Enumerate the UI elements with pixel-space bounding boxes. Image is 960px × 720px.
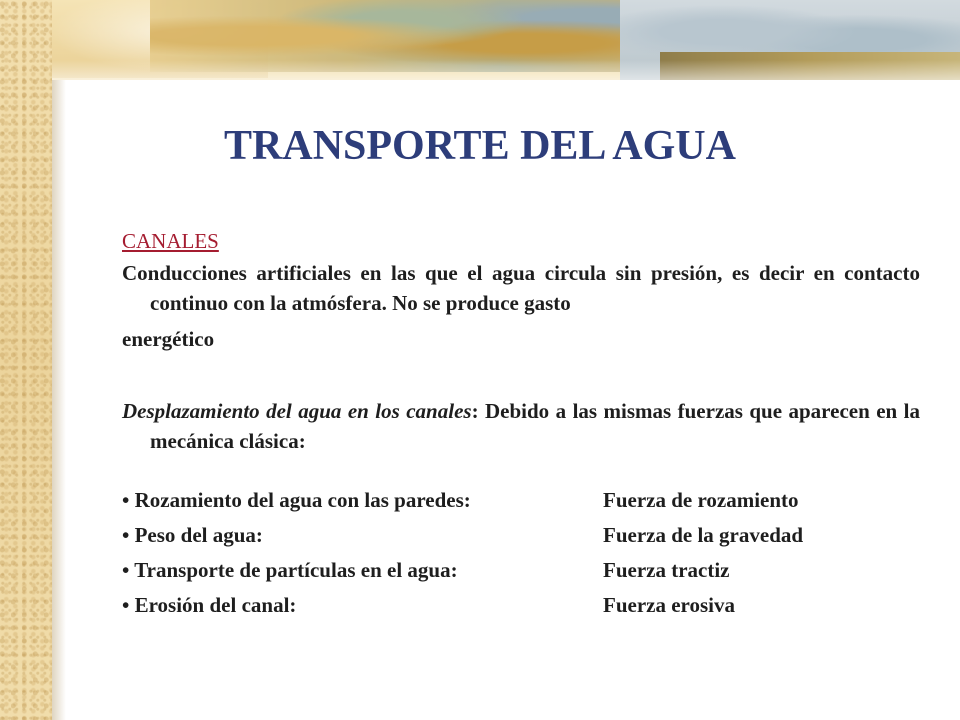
forces-intro-paragraph bbox=[122, 396, 920, 456]
list-item bbox=[122, 482, 920, 517]
force-name: Fuerza erosiva bbox=[603, 592, 735, 617]
section-heading-canales: CANALES bbox=[122, 229, 219, 253]
force-cause: • Rozamiento del agua con las paredes: bbox=[122, 487, 471, 512]
forces-intro-text: : Debido a las mismas fuerzas que aparecen en la mecánica clásica: bbox=[150, 399, 920, 453]
slide-content bbox=[122, 226, 920, 622]
list-item bbox=[122, 552, 920, 587]
force-cause: • Transporte de partículas en el agua: bbox=[122, 557, 458, 582]
force-name: Fuerza de la gravedad bbox=[603, 522, 804, 547]
left-textured-strip bbox=[0, 0, 52, 720]
list-item bbox=[122, 517, 920, 552]
forces-intro-italic: Desplazamiento del agua en los canales bbox=[122, 399, 472, 423]
force-cause: • Peso del agua: bbox=[122, 522, 263, 547]
forces-list bbox=[122, 482, 920, 622]
definition-text: Conducciones artificiales en las que el agua circula sin presión, es decir en contacto continuo con la atmósfera. No se produce gasto bbox=[122, 261, 920, 315]
force-name: Fuerza tractiz bbox=[603, 557, 730, 582]
list-item bbox=[122, 587, 920, 622]
slide-title: TRANSPORTE DEL AGUA bbox=[224, 123, 736, 169]
force-cause: • Erosión del canal: bbox=[122, 592, 297, 617]
left-strip-shadow bbox=[52, 80, 66, 720]
banner-fade bbox=[52, 60, 960, 100]
force-name: Fuerza de rozamiento bbox=[603, 487, 799, 512]
definition-paragraph bbox=[122, 258, 920, 354]
definition-last-word: energético bbox=[122, 327, 215, 351]
